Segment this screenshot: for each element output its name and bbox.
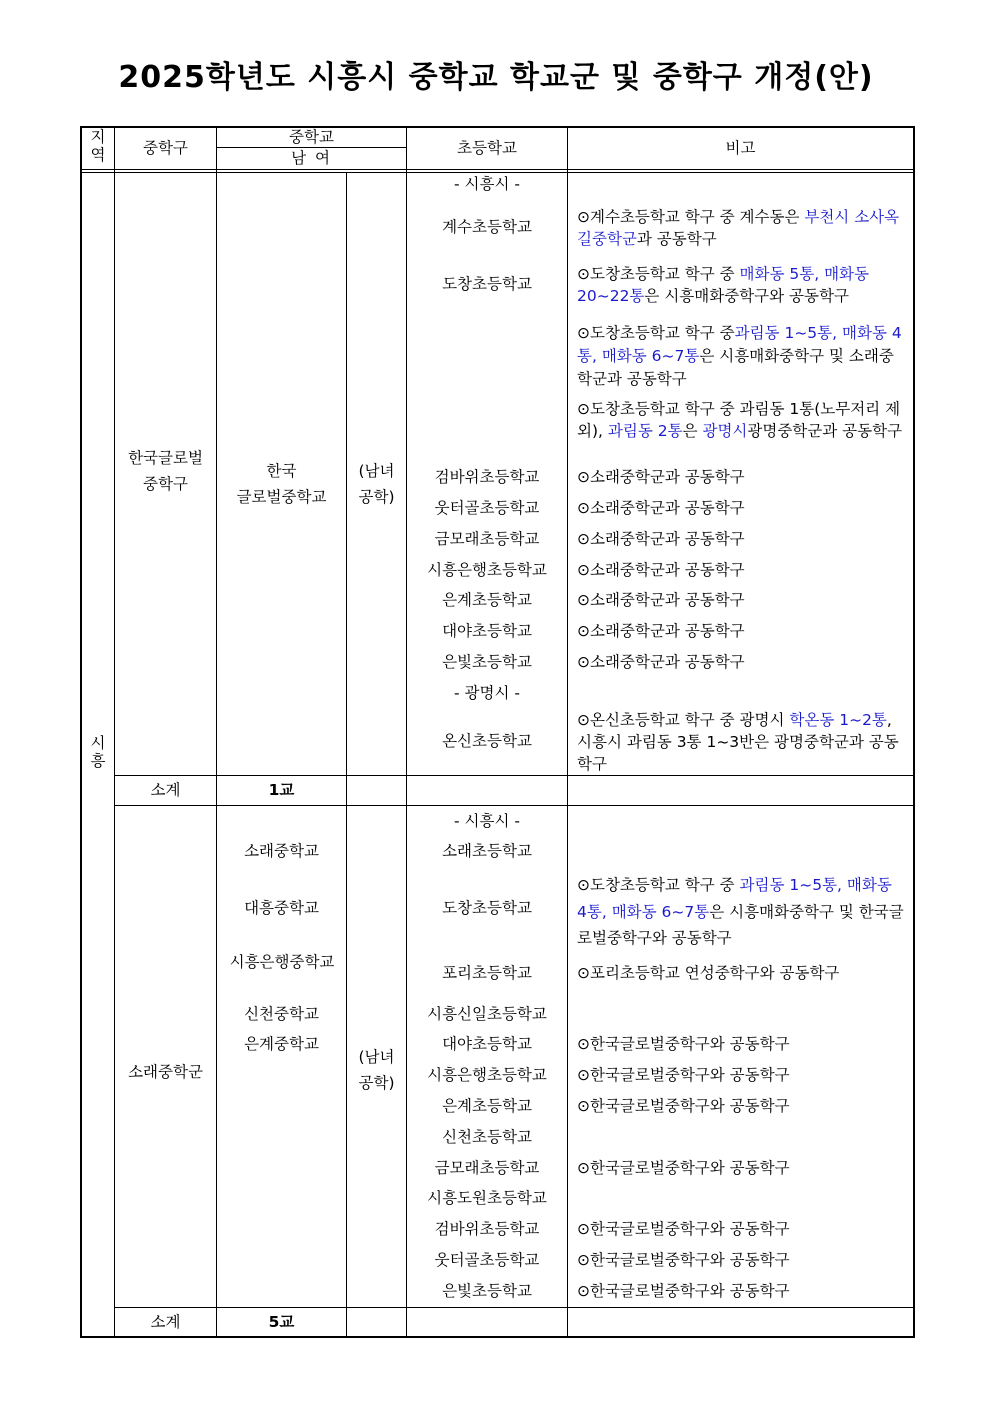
school-daeheung: 대흥중학교 (244, 899, 319, 917)
table-border-left (80, 126, 82, 1338)
col-line-2 (216, 126, 217, 1338)
note-dochang-1-highlight: 매화동 5통, 매화동 20~22통 (577, 265, 869, 305)
note-dochang-1 (577, 263, 905, 307)
school-eungye: 은계중학교 (244, 1035, 319, 1053)
col-line-3 (346, 172, 347, 1338)
city-label-gwangmyeong: - 광명시 - (454, 684, 520, 702)
note-utteogol: ⊙소래중학군과 공동학구 (577, 499, 745, 517)
note-gyesu-highlight: 부천시 소사옥길중학군 (577, 208, 900, 248)
note2-geummorae: ⊙한국글로벌중학구와 공동학구 (577, 1159, 790, 1177)
note-dochang-1-text: ⊙도창초등학교 학구 중 (577, 265, 740, 283)
school-hanguk-line2: 글로벌중학교 (236, 488, 327, 506)
district-hanguk-line2: 중학구 (143, 475, 188, 493)
note-dochang-2-text: ⊙도창초등학교 학구 중 (577, 324, 735, 342)
school-hanguk-line1: 한국 (266, 462, 297, 480)
note-dochang-3-highlight-b: 광명시 (702, 422, 748, 440)
elementary-onsin: 온신초등학교 (442, 732, 532, 750)
elementary2-daeya: 대야초등학교 (442, 1035, 532, 1053)
subtotal-1-label: 소계 (150, 781, 181, 799)
note-onsin-suffix: , 시흥시 과림동 3통 1~3반은 광명중학군과 공동학구 (577, 711, 899, 773)
col-line-1 (114, 126, 115, 1338)
school-sorae: 소래중학교 (244, 842, 319, 860)
gender-sorae-line2: 공학) (358, 1074, 395, 1092)
note-siheung-eunhaeng: ⊙소래중학군과 공동학구 (577, 561, 745, 579)
note-dochang-3 (577, 398, 905, 442)
note-dochang-2-highlight: 과림동 1~5통, 매화동 4통, 매화동 6~7통 (577, 324, 902, 365)
note-gyesu (577, 206, 905, 250)
header-region-text: 지 역 (90, 128, 106, 164)
table-border-top (80, 126, 915, 128)
school-siheung-eunhaeng: 시흥은행중학교 (229, 953, 335, 971)
elementary2-geummorae: 금모래초등학교 (434, 1159, 540, 1177)
subtotal-1-value: 1교 (268, 781, 295, 799)
header-elementary: 초등학교 (457, 139, 517, 157)
city-label-siheung: - 시흥시 - (454, 175, 520, 193)
elementary-daeya: 대야초등학교 (442, 622, 532, 640)
subtotal1-top-line (114, 775, 915, 776)
header-district: 중학구 (143, 139, 188, 157)
note-dochang-3-mid: 은 (682, 422, 703, 440)
elementary-eunbit: 은빛초등학교 (442, 653, 532, 671)
note-eungye: ⊙소래중학군과 공동학구 (577, 591, 745, 609)
note-dochang-1-suffix: 은 시흥매화중학구와 공동학구 (644, 287, 849, 305)
note2-dochang-suffix: 은 시흥매화중학구 및 한국글로벌중학구와 공동학구 (577, 902, 904, 947)
elementary2-eunbit: 은빛초등학교 (442, 1282, 532, 1300)
elementary-dochang: 도창초등학교 (442, 275, 532, 293)
note2-daeya: ⊙한국글로벌중학구와 공동학구 (577, 1035, 790, 1053)
note-gyesu-text: ⊙계수초등학교 학구 중 계수동은 (577, 208, 805, 226)
note-dochang-3-text: ⊙도창초등학교 학구 중 과림동 1통(노무저리 제외), (577, 400, 901, 440)
subtotal-2-label: 소계 (150, 1313, 181, 1331)
note-gyesu-suffix: 과 공동학구 (636, 230, 717, 248)
table-border-right (913, 126, 915, 1338)
gender-sorae-line1: (남녀 (358, 1048, 395, 1066)
header-school: 중학교 (289, 128, 334, 146)
elementary2-utteogol: 웃터골초등학교 (434, 1251, 540, 1269)
header-region (82, 128, 114, 164)
note-onsin (577, 709, 905, 775)
note2-dochang-text: ⊙도창초등학교 학구 중 (577, 876, 740, 894)
elementary-eungye: 은계초등학교 (442, 591, 532, 609)
note2-dochang (577, 872, 905, 952)
note-dochang-3-suffix: 광명중학군과 공동학구 (747, 422, 903, 440)
note-dochang-3-highlight-a: 과림동 2통 (607, 422, 683, 440)
elementary-geombawi: 검바위초등학교 (434, 468, 540, 486)
note2-geombawi: ⊙한국글로벌중학구와 공동학구 (577, 1220, 790, 1238)
elementary2-pori: 포리초등학교 (442, 964, 532, 982)
note-onsin-text: ⊙온신초등학교 학구 중 광명시 (577, 711, 790, 729)
elementary-geummorae: 금모래초등학교 (434, 530, 540, 548)
region-name (82, 734, 114, 770)
elementary2-eungye: 은계초등학교 (442, 1097, 532, 1115)
school-sincheon: 신천중학교 (244, 1005, 319, 1023)
note2-dochang-highlight: 과림동 1~5통, 매화동 4통, 매화동 6~7통 (577, 876, 892, 921)
elementary2-siheung-sinil: 시흥신일초등학교 (427, 1005, 547, 1023)
subtotal1-bottom-line (114, 805, 915, 806)
note2-utteogol: ⊙한국글로벌중학구와 공동학구 (577, 1251, 790, 1269)
note-geombawi: ⊙소래중학군과 공동학구 (577, 468, 745, 486)
note2-eunbit: ⊙한국글로벌중학구와 공동학구 (577, 1282, 790, 1300)
note-onsin-highlight: 학온동 1~2통 (789, 711, 887, 729)
note-eunbit: ⊙소래중학군과 공동학구 (577, 653, 745, 671)
subtotal2-top-line (114, 1307, 915, 1308)
elementary2-geombawi: 검바위초등학교 (434, 1220, 540, 1238)
school-district-table (80, 126, 915, 1338)
header-divider (80, 169, 915, 170)
district-sorae: 소래중학군 (128, 1063, 203, 1081)
elementary2-sorae: 소래초등학교 (442, 842, 532, 860)
note2-siheung-eunhaeng: ⊙한국글로벌중학구와 공동학구 (577, 1066, 790, 1084)
note-dochang-2 (577, 322, 905, 391)
elementary2-siheung-dowon: 시흥도원초등학교 (427, 1189, 547, 1207)
note2-eungye: ⊙한국글로벌중학구와 공동학구 (577, 1097, 790, 1115)
header-notes: 비고 (725, 139, 756, 157)
region-name-text: 시 흥 (90, 734, 106, 770)
elementary-gyesu: 계수초등학교 (442, 218, 532, 236)
header-divider-double (80, 172, 915, 173)
elementary-utteogol: 웃터골초등학교 (434, 499, 540, 517)
gender-hanguk-line1: (남녀 (358, 462, 395, 480)
note-geummorae: ⊙소래중학군과 공동학구 (577, 530, 745, 548)
subtotal-2-value: 5교 (268, 1313, 295, 1331)
elementary2-sincheon: 신천초등학교 (442, 1128, 532, 1146)
elementary2-dochang: 도창초등학교 (442, 899, 532, 917)
gender-hanguk-line2: 공학) (358, 488, 395, 506)
note2-pori: ⊙포리초등학교 연성중학구와 공동학구 (577, 964, 840, 982)
page-title: 2025학년도 시흥시 중학교 학교군 및 중학구 개정(안) (118, 60, 874, 95)
header-gender: 남 여 (291, 149, 332, 167)
note-dochang-2-suffix: 은 시흥매화중학구 및 소래중학군과 공동학구 (577, 347, 894, 388)
table-border-bottom (80, 1336, 915, 1338)
note-daeya: ⊙소래중학군과 공동학구 (577, 622, 745, 640)
elementary2-siheung-eunhaeng: 시흥은행초등학교 (427, 1066, 547, 1084)
elementary-siheung-eunhaeng: 시흥은행초등학교 (427, 561, 547, 579)
district-hanguk-line1: 한국글로벌 (128, 449, 203, 467)
col-line-5 (567, 126, 568, 1338)
city-label-siheung-2: - 시흥시 - (454, 812, 520, 830)
